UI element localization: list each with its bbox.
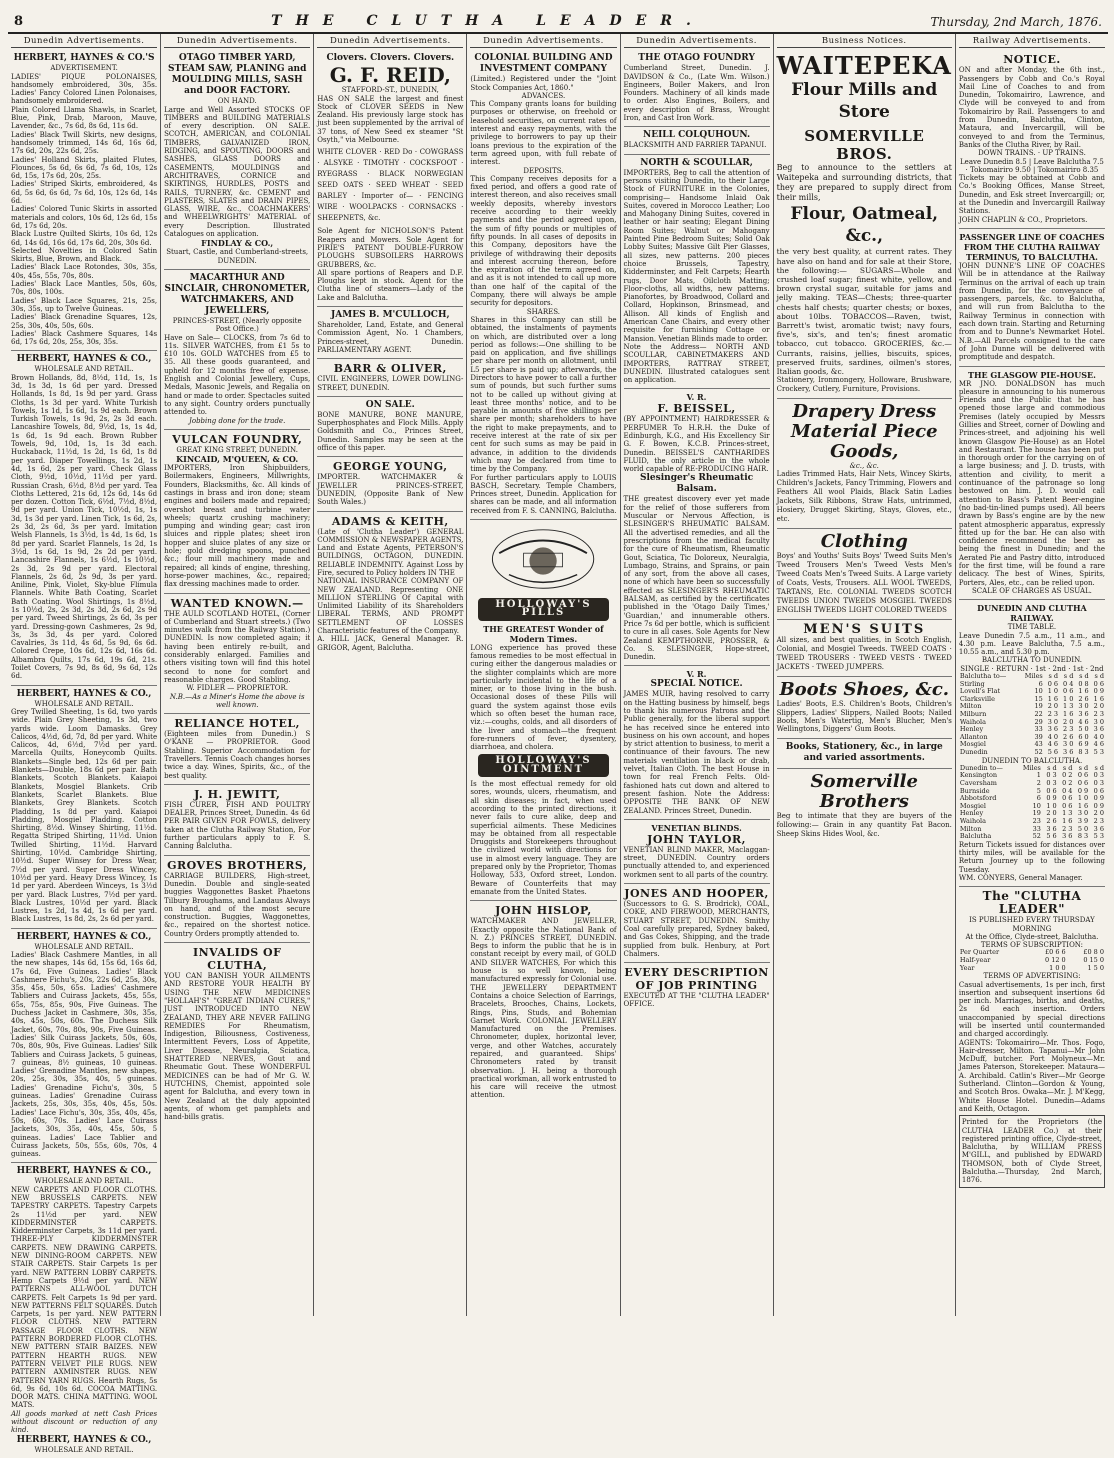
advert-passenger-coaches: PASSENGER LINE OF COACHES FROM THE CLUTHA RAILWAY TERMINUS, TO BALCLUTHA. JOHN DUNNE'S LINE OF COACHES Will be in attendance at the Railway Terminus on the arrival of each up train from Dunedin, for the conveyance of passengers, parcels, &c. to Balclutha, and will run from Balclutha to the Railway Terminus in connection with each down train. Starting and Returning from and to Dunne's Newmarket Hotel. N.B.—All Parcels consigned to the care of John Dunne will be delivered with promptitude and despatch.: [959, 229, 1105, 367]
table-cell: 4 6: [1047, 740, 1059, 749]
table-cell: 3 9: [1077, 816, 1089, 825]
table-cell: 2 0: [1063, 717, 1074, 726]
holloways-ointment-banner: HOLLOWAY'S OINTMENT: [478, 754, 608, 777]
table-cell: 2 3: [1093, 709, 1105, 718]
advert-books-stationery: Books, Stationery, &c., in large and varied assortments.: [777, 739, 952, 769]
table-cell: Year: [959, 963, 975, 972]
table-cell: Abbotsford: [959, 794, 997, 803]
table-cell: Balclutha to—: [959, 672, 1007, 680]
table-cell: 19: [1032, 809, 1041, 818]
table-cell: 0 6: [1062, 794, 1073, 803]
table-cell: 2 0: [1047, 702, 1059, 711]
table-cell: s d: [1094, 672, 1105, 680]
table-cell: 5: [1036, 786, 1041, 795]
advert-herbert-haynes-3: HERBERT, HAYNES & CO., WHOLESALE AND RETAIL. Grey Twilled Sheeting, 1s 6d, two yards wide. Plain Grey Sheeting, 1s 3d, two yards wide. Loom Damasks. Grey Calicos, 4½d, 6d, 7d, 8d per yard. White Calicos, 4d, 6½d, 7½d per yard. Marcella Quilts, Honeycomb Quilts. Blankets—Single bed, 12s 6d per pair. Blankets—Double, 18s 6d per pair. Bath Blankets, Scotch Blankets. Kaiapoi Blankets, Mosgiel Blankets. Crib Blankets, Scarlet Blankets. Blue Blankets, Grey Blankets. Scotch Pladding, 1s 8d per yard. Kaiapoi Pladding, Mosgiel Pladding. Cotton Shirting, 8½d. Winsey Shirting, 11½d. Regatta Striped Shirting, 11½d. Union Twilled Shirting, 11½d. Harvard Shirting, 10½d. Cambridge Shirting, 10½d. Super Winsey for Dress Wear, 7½d per yard. Super Dress Wincey, 10½d per yard. Heavy Dress Wincey, 1s 1d per yard. Aberdeen Winceys, 1s 3½d per yard. Black Lustres, 7½d per yard. Black Lustres, 10½d per yard. Black Lustres, 1s 2d, 1s 4d, 1s 6d per yard. Black Lustres, 1s 8d, 2s, 2s 6d per yard.: [11, 686, 157, 929]
table-cell: 0 3: [1046, 779, 1057, 788]
table-cell: 0 8: [1078, 679, 1089, 688]
table-cell: 19: [1034, 702, 1043, 711]
column-1: [8, 34, 161, 1454]
table-cell: Per Quarter: [959, 948, 1000, 957]
holloway-emblem-illustration: [470, 525, 616, 595]
table-cell: 22: [1034, 709, 1043, 718]
table-cell: 2 3: [1062, 824, 1073, 833]
table-cell: 3 6: [1047, 725, 1059, 734]
table-cell: 1 6: [1063, 709, 1074, 718]
advert-drapery: Drapery Dress Material Piece Goods, &c., &c. Ladies Trimmed Hats, Hair Nets, Wincey Skirts, Children's Jackets, Fancy Trimming, Flowers and Feathers All wool Plaids, Black Satin Ladies Jackets, Silk Ribbons, Straw Hats, untrimmed, Hosiery, Drugget Skirting, Stays, Gloves, etc., etc.: [777, 399, 952, 529]
advert-bone-manure: ON SALE. BONE MANURE, BONE MANURE, Superphosphates and Flock Mills. Apply Goldsmith and Co., Princes Street, Dunedin. Samples may be seen at the office of this paper.: [317, 397, 463, 457]
table-cell: 0 6: [1062, 801, 1073, 810]
table-cell: s d: [1094, 763, 1105, 772]
table-cell: s d: [1047, 763, 1057, 772]
table-cell: 3 6: [1093, 725, 1105, 734]
table-cell: 3 6: [1078, 709, 1089, 718]
advert-jones-hooper: JONES AND HOOPER, (Successors to G. S. Brodrick), COAL, COKE, AND FIREWOOD, MERCHANTS, STUART STREET, DUNEDIN. Smithy Coal carefully prepared, Sydney baked, and Gas Cokes, Shipping, and the trade supplied from bulk. Henbury, at Port Chalmers.: [624, 884, 770, 963]
table-cell: 8 3: [1078, 747, 1089, 756]
table-cell: 0 4: [1063, 679, 1074, 688]
table-cell: 0 15 0: [1083, 956, 1105, 965]
table-cell: 1 0: [1047, 687, 1059, 696]
table-cell: 1 5 0: [1087, 963, 1105, 972]
table-cell: Henley: [959, 725, 984, 734]
table-cell: Kensington: [959, 771, 998, 780]
table-cell: 0 9: [1046, 794, 1057, 803]
table-cell: 0 6: [1063, 687, 1074, 696]
table-cell: 3 0: [1077, 809, 1089, 818]
advert-clothing: Clothing Boys' and Youths' Suits Boys' Tweed Suits Men's Tweed Trousers Men's Tweed Vests Men's Tweed Coats Men's Tweed Suits. A Large variety of Coats, Vests, Trousers. ALL WOOL TWEEDS, TARTANS, Etc. COLONIAL TWEEDS SCOTCH TWEEDS UNION TWEEDS MOSGIEL TWEEDS ENGLISH TWEEDS LIGHT COLORED TWEEDS: [777, 529, 952, 620]
table-cell: 4 0: [1047, 732, 1059, 741]
advert-boots-shoes: Boots Shoes, &c. Ladies' Boots, E.S. Children's Boots, Children's Slippers, Ladies' Slippers, Nailed Boots; Nailed Boots, Men's Watertig, Men's Blucher, Men's Wellingtons, Diggers' Gum Boots.: [777, 677, 952, 738]
advert-mens-suits: MEN'S SUITS All sizes, and best qualities, in Scotch English, Colonial, and Mosgiel Tweeds. TWEED COATS · TWEED TROUSERS · TWEED VESTS · TWEED JACKETS · TWEED JUMPERS.: [777, 620, 952, 677]
table-cell: 29: [1034, 717, 1043, 726]
advert-f-beissel: V. R. F. BEISSEL, (BY APPOINTMENT) HAIRDRESSER & PERFUMER To H.R.H. the Duke of Edinburgh, K.G., and His Excellency Sir G. F. Bowen, K.C.B. Princes-street, Dunedin. BEISSEL'S CANTHARIDES FLUID, the only article in the whole world capable of RE-PRODUCING HAIR. Slesinger's Rheumatic Balsam. THE greatest discovery ever yet made for the relief of those sufferers from Muscular or Nervous Affection, is SLESINGER'S RHEUMATIC BALSAM. All the advertised remedies, and all the prescriptions from the medical faculty for the cure of Rheumatism, Rheumatic Gout, Sciatica, Tic Doloreux, Neuralgia, Lumbago, Strains, and Sprains, or pain of any sort, from the above all cases, none of which have been so successfully effected as SLESINGER'S RHEUMATIC BALSAM, as certified by the certificates published in the 'Otago Daily Times,' 'Guardian,' and innumerable others. Price 7s 6d per bottle, which is sufficient to cure in all cases. Sole Agents for New Zealand KEMPTHORNE, PROSSER, & Co. S. SLESINGER, Hope-street, Dunedin.: [624, 389, 770, 666]
table-cell: 0 2: [1062, 779, 1073, 788]
fares-table-balclutha-dunedin: [959, 673, 1105, 757]
table-cell: 5 0: [1078, 725, 1089, 734]
table-cell: s d: [1048, 672, 1059, 680]
printers-imprint: Printed for the Proprietors (the CLUTHA LEADER Co.) at their registered printing office, Clyde-street, Balclutha, by WILLIAM PRESS M'GILL, and published by EDWARD THOMSON, both of Clyde Street, Balclutha.—Thursday, 2nd March, 1876.: [959, 1115, 1105, 1187]
table-cell: Miles: [1022, 763, 1041, 772]
column-header: Dunedin Advertisements.: [317, 34, 463, 48]
page-number: 8: [14, 14, 24, 29]
table-cell: Milton: [959, 824, 982, 833]
table-cell: Milburn: [959, 709, 987, 718]
table-cell: 0 2: [1062, 771, 1073, 780]
advert-otago-foundry: THE OTAGO FOUNDRY Cumberland Street, Dunedin. J. DAVIDSON & Co., (Late Wm. Wilson.) Engineers, Boiler Makers, and Iron Founders. Machinery of all kinds made to order. Also Engines, Boilers, and every description of Brass, Wrought Iron, and Cast Iron Work.: [624, 50, 770, 127]
table-cell: 10: [1032, 801, 1041, 810]
table-cell: Lovell's Flat: [959, 687, 1001, 696]
table-cell: 5 0: [1077, 824, 1089, 833]
table-cell: 1 6: [1077, 801, 1089, 810]
table-cell: 1 0: [1077, 794, 1089, 803]
column-header: Dunedin Advertisements.: [164, 34, 310, 48]
advert-herbert-haynes-2: HERBERT, HAYNES & CO., WHOLESALE AND RETAIL. Brown Hollands, 8d, 8½d, 11d, 1s, 1s 3d, 1s 3d, 1s 6d per yard. Dressed Hollands, 1s 8d, 1s 9d per yard. Grass Cloths, 1s 3d per yard. White Turkish Towels, 1s 1d, 1s 6d, 1s 9d each. Brown Turkish Towels, 1s 9d, 2s, 2s 3d each. Lancashire Towels, 8d, 9½d, 1s, 1s 4d, 1s 6d, 1s 9d each. Brown Rubber Towels, 9d, 10d, 1s, 1s 3d each. Huckaback, 11½d, 1s 2d, 1s 6d, 1s 8d per yard. Diaper Towellings, 1s 2d, 1s 4d, 1s 6d, 2s per yard. Check Glass Cloth, 9½d, 10½d, 11½d per yard. Russian Crash, 6½d, 8½d per yard. Tea Cloths Lettered, 21s 6d, 12s 6d, 14s 6d per dozen. Cotton Tick, 6½d, 7½d, 8½d, 9d per yard. Union Tick, 10½d, 1s, 1s 3d, 1s 3d per yard. Linen Tick, 1s 6d, 2s, 2s 3d, 2s 6d, 3s per yard. Imitation Welsh Flannels, 1s 3½d, 1s 4d, 1s 6d, 1s 8d per yard. Scarlet Flannels, 1s 2d, 1s 3½d, 1s 6d, 1s 9d, 2s 2d per yard. Lancashire Flannels, 1s 6½d, 1s 10½d, 2s 3d, 2s 9d per yard. Electoral Flannels, 2s 6d, 2s 9d, 3s per yard. Aniline, Pink, Violet, Sky-blue Flimula Flannels. White Bath Coating, Scarlet Bath Coating. Wool Shirtings, 1s 8½d, 1s 10½d, 2s, 2s 3d, 2s 3d, 2s 6d, 2s 9d per yard. Tweed Shirtings, 2s 6d, 3s per yard. Dressing-gown Cashmeres, 2s 9d, 3s, 3s 3d, 4s per yard. Colored Cavalries, 3s 11d, 4s 6d, 5s 9d, 6s 6d. Colored Crepe, 10s 6d, 12s 6d, 16s 6d. Albambra Quilts, 17s 6d, 19s 6d, 21s. Toilet Covers, 7s 9d, 8s 6d, 9s 6d, 12s 6d.: [11, 351, 157, 685]
table-cell: 2 0: [1093, 702, 1105, 711]
table-cell: 4 6: [1078, 717, 1089, 726]
table-cell: 5 3: [1093, 747, 1105, 756]
table-cell: 39: [1034, 732, 1043, 741]
table-cell: 52: [1032, 832, 1041, 841]
table-cell: 15: [1034, 694, 1043, 703]
advert-g-f-reid: Clovers. Clovers. Clovers. G. F. REID, STAFFORD-ST., DUNEDIN, HAS ON SALE the largest and finest Stock of CLOVER SEEDS in New Zealand. His previously large stock has just been supplemented by the arrival of 37 tons, of New Seed ex steamer "St Osyth," via Melbourne. WHITE CLOVER · RED Do · COWGRASS · ALSYKE · TIMOTHY · COCKSFOOT · RYEGRASS · BLACK NORWEGIAN SEED OATS · SEED WHEAT · SEED BARLEY · Importer of— · FENCING WIRE · WOOLPACKS · CORNSACKS · SHEEPNETS, &c. Sole Agent for NICHOLSON'S Patent Reapers and Mowers. Sole Agent for PIRIE'S PATENT DOUBLE-FURROW PLOUGHS SUBSOILERS HARROWS GRUBBERS, &c. All spare portions of Reapers and D.F. Ploughs kept in stock. Agent for the Clutha line of steamers—Lady of the Lake and Balclutha.: [317, 50, 463, 307]
column-header: Dunedin Advertisements.: [624, 34, 770, 48]
advert-vulcan-foundry: VULCAN FOUNDRY, GREAT KING STREET, DUNEDIN. KINCAID, M'QUEEN, & CO. IMPORTERS, Iron Shipbuilders, Boilermakers, Engineers, Millwrights, Founders, Blacksmiths, &c. All kinds of castings in brass and iron done; steam engines and boilers made and repaired; overshot breast and turbine water wheels; quartz crushing machinery; pumping and winding gear; cast iron sluices and ripple plates; sheet iron hopper and sluice plates of any size or hole; gold dredging spoons, punched &c.; flour mill machinery made and repaired; all kinds of engine, threshing, horse-power machines, &c., repaired; flax dressing machines made to order.: [164, 430, 310, 594]
table-cell: Mosgiel: [959, 801, 986, 810]
table-cell: Allanton: [959, 732, 988, 741]
table-cell: £0 8 0: [1083, 948, 1105, 957]
fares-table-dunedin-balclutha: [959, 765, 1105, 841]
table-cell: 0 6: [1077, 771, 1089, 780]
newspaper-page: [8, 6, 1108, 1454]
table-cell: Stirling: [959, 679, 985, 688]
table-cell: 0 3: [1046, 771, 1057, 780]
table-cell: 6: [1036, 794, 1041, 803]
advert-reliance-hotel: RELIANCE HOTEL, (Eighteen miles from Dunedin.) S O'KANE — PROPRIETOR. Good Stabling. Superior Accommodation for Travellers. Tennis Coach changes horses twice a day. Wines, Spirits, &c., of the best quality.: [164, 714, 310, 785]
table-cell: 3 6: [1063, 747, 1074, 756]
table-cell: 1 6: [1078, 687, 1089, 696]
table-cell: 1 6: [1047, 694, 1059, 703]
table-cell: Dunedin to—: [959, 763, 1003, 772]
table-cell: s d: [1063, 672, 1074, 680]
advert-neill-colquhoun: NEILL COLQUHOUN. BLACKSMITH AND FARRIER TAPANUI.: [624, 127, 770, 154]
advert-herbert-haynes-1: HERBERT, HAYNES & CO.'S ADVERTISEMENT. LADIES' PIQUE POLONAISES, handsomely embroidered, 30s, 35s. Ladies' Fancy Colored Linen Polonaises, handsomely embroidered. Plain Colored Llama Shawls, in Scarlet, Blue, Pink, Drab, Maroon, Mauve, Lavender, &c., 7s 6d, 8s 6d, 11s 6d. Ladies' Black Twill Skirts, new designs, handsomely trimmed, 14s 6d, 16s 6d, 17s 6d, 20s, 22s 6d, 25s. Ladies' Holland Skirts, plaited Flutes, Flounces, 5s 6d, 6s 6d, 7s 6d, 10s, 12s 6d, 15s, 17s 6d, 20s, 25s. Ladies' Striped Skirts, embroidered, 4s 6d, 5s 6d, 6s 6d, 7s 6d, 10s, 12s 6d, 14s 6d. Ladies' Colored Tunic Skirts in assorted materials and colors, 10s 6d, 12s 6d, 15s 6d, 17s 6d, 20s. Black Lustre Quilted Skirts, 10s 6d, 12s 6d, 14s 6d, 16s 6d, 17s 6d, 20s, 30s 6d. Selected Novelties in Colored Satin Skirts, Blue, Brown, and Black. Ladies' Black Lace Rotondes, 30s, 35s, 40s, 45s, 55s, 70s, 80s. Ladies' Black Lace Mantles, 50s, 60s, 70s, 80s, 100s. Ladies' Black Lace Squares, 21s, 25s, 30s, 35s, up to Twelve Guineas. Ladies' Black Grenadine Squares, 12s, 25s, 30s, 40s, 50s, 60s. Ladies' Black Cashmere Squares, 14s 6d, 17s 6d, 20s, 25s, 30s, 35s.: [11, 50, 157, 351]
table-cell: 0 6: [1046, 786, 1057, 795]
advert-barr-oliver: BARR & OLIVER, CIVIL ENGINEERS, LOWER DOWLING-STREET, DUNEDIN.: [317, 359, 463, 397]
table-cell: 1 6: [1062, 816, 1073, 825]
table-cell: 1 3: [1063, 702, 1074, 711]
advert-herbert-haynes-5: HERBERT, HAYNES & CO., WHOLESALE AND RETAIL. NEW CARPETS AND FLOOR CLOTHS. NEW BRUSSELS CARPETS. NEW TAPESTRY CARPETS. Tapestry Carpets 2s 11½d per yard. NEW KIDDERMINSTER CARPETS. Kidderminster Carpets, 3s 11d per yard. THREE-PLY KIDDERMINSTER CARPETS. NEW DRAWING CARPETS. NEW DINING-ROOM CARPETS. NEW STAIR CARPETS. Stair Carpets 1s per yard. NEW PATTERN LOBBY CARPETS. Hemp Carpets 9½d per yard. NEW PATTERNS ALL-WOOL DUTCH CARPETS. Felt Carpets 1s 9d per yard. NEW PATTERNS FELT SQUARES. Dutch Carpets, 1s per yard. NEW PATTERN FLOOR CLOTHS. NEW PATTERN PASSAGE FLOOR CLOTHS. NEW PATTERN BORDERED FLOOR CLOTHS. NEW PATTERN STAIR BAIZES. NEW PATTERN HEARTH RUGS. NEW PATTERN VELVET PILE RUGS. NEW PATTERN AXMINSTER RUGS. NEW PATTERN YARN RUGS. Hearth Rugs, 5s 6d, 9s 6d, 10s 6d. COCOA MATTING. DOOR MATS. CHINA MATTING. WOOL MATS. All goods marked at nett Cash Prices without discount or reduction of any kind. HERBERT, HAYNES & CO., WHOLESALE AND RETAIL.: [11, 1166, 158, 1454]
column-2: [161, 34, 314, 1316]
table-cell: s d: [1062, 763, 1073, 772]
table-cell: 0 6: [1093, 679, 1105, 688]
table-cell: 2 6: [1078, 694, 1089, 703]
table-cell: Burnside: [959, 786, 990, 795]
table-cell: 2 6: [1046, 816, 1057, 825]
advert-macarthur-sinclair: MACARTHUR AND SINCLAIR, CHRONOMETER, WATCHMAKERS, AND JEWELLERS, PRINCES-STREET, (Nearly opposite Post Office.) Have on Sale— CLOCKS, from 7s 6d to 11s. SILVER WATCHES, from £1 5s to £10 10s. GOLD WATCHES from £5 to 35. All these goods guaranteed, and upheld for 12 months free of expense. English and Colonial Jewellery, Cups, Medals, Masonic Jewels, and Regalia on hand or made to order. Spectacles suited to any sight. Country orders punctually attended to. Jobbing done for the trade.: [164, 270, 310, 430]
table-cell: 0 9: [1093, 687, 1105, 696]
table-cell: 33: [1034, 725, 1043, 734]
advert-holloways-pills: HOLLOWAY'S PILLS THE GREATEST Wonder of Modern Times. LONG experience has proved these famous remedies to be most effectual in curing either the dangerous maladies or the slighter complaints which are more particularly incidental to the life of a miner, or to those living in the bush. Occasional doses of these Pills will guard the system against those evils which so often beset the human race, viz.:—coughs, colds, and all disorders of the liver and stomach—the frequent fore-runners of fever, dysentery, diarrhoea, and cholera. HOLLOWAY'S OINTMENT Is the most effectual remedy for old sores, wounds, ulcers, rheumatism, and all skin diseases; in fact, when used according to the printed directions, it never fails to cure alike, deep and superficial ailments. These Medicines may be obtained from all respectable Druggists and Storekeepers throughout the civilized world with directions for use in almost every language. They are prepared only by the Proprietor, Thomas Holloway, 533, Oxford street, London. Beware of Counterfeits that may emanate from the United States.: [470, 520, 616, 901]
column-4: [467, 34, 620, 1316]
column-header: Railway Advertisements.: [959, 34, 1105, 48]
table-cell: 0 3: [1093, 771, 1105, 780]
advert-colonial-building-company: COLONIAL BUILDING AND INVESTMENT COMPANY (Limited.) Registered under the "Joint Stock Companies Act, 1860." ADVANCES. This Company grants loans for building purposes or otherwise, on freehold or leasehold securities, on current rates of interest and easy repayments, with the privilege to borrowers to pay up their loans previous to the expiration of the term agreed upon, with full rebate of interest. DEPOSITS. This Company receives deposits for a fixed period, and offers a good rate of interest thereon, and also receives small weekly deposits, whereby investors receive according to their weekly payments and the period agreed upon, the sum of fifty pounds or multiples of fifty pounds. In all cases of deposits in this Company, depositors have the privilege of withdrawing their deposits and interest accruing thereon, before the expiration of the term agreed on, and as it is not intended to call up more than one half of the capital of the Company, there will always be ample security for depositors. SHARES. Shares in this Company can still be obtained, the instalments of payments on which, are distributed over a long period as follows:—One shilling to be paid on application, and five shillings per share per month on allotment, until L5 per share is paid up; afterwards, the Directors to have power to call a further sum of pounds, but such further sums not to be called up without giving at least three months' notice, and to be payable in amounts of five shillings per share per month; shareholders to have the right to make prepayments, and to receive interest at the rate of six per cent for such sums as may be paid in advance, in addition to the dividends which may be declared from time to time by the Company. For further particulars apply to LOUIS BASCH, Secretary. Temple Chambers, Princes street, Dunedin. Application for shares can be made, and all information received from F. S. CANNING, Balclutha.: [470, 50, 616, 520]
table-cell: 0 9: [1077, 786, 1089, 795]
advert-auld-scotland-hotel: WANTED KNOWN.— THE AULD SCOTLAND HOTEL, (Corner of Cumberland and Stuart streets.) (Two minutes walk from the Railway Station.) DUNEDIN. Is now completed again; it having been entirely re-built, and considerably enlarged. Families and others visiting town will find this hotel second to none for comfort and reasonable charges. Good Stabling. W. FIDLER — PROPRIETOR. N.B.—As a Miner's Home the above is well known.: [164, 594, 310, 715]
table-cell: 1 0: [1063, 694, 1074, 703]
table-cell: 3 6: [1093, 824, 1105, 833]
table-cell: s d: [1079, 672, 1089, 680]
advert-george-young: GEORGE YOUNG, IMPORTER. WATCHMAKER & JEWELLER PRINCES-STREET, DUNEDIN, (Opposite Bank of New South Wales.): [317, 457, 463, 511]
advert-jewitt-fish-curer: J. H. JEWITT, FISH CURER, FISH AND POULTRY DEALER, Princes Street, Dunedin. 4s 6d PER PAIR GIVEN FOR FOWLS, delivery taken at the Clutha Railway Station, For further particulars apply to F. S. Canning Balclutha.: [164, 785, 310, 856]
table-cell: 5 3: [1093, 832, 1105, 841]
fare-row: [959, 749, 1105, 757]
table-cell: 6 9: [1078, 740, 1089, 749]
column-header: Business Notices.: [777, 34, 952, 48]
table-cell: £0 6 6: [1045, 948, 1066, 957]
fare-row: [959, 833, 1105, 841]
table-cell: 2 0: [1046, 809, 1057, 818]
table-cell: 1 3: [1062, 809, 1073, 818]
advert-railway-notice: NOTICE. ON and after Monday, the 6th inst., Passengers by Cobb and Co.'s Royal Mail Line of Coaches to and from Dunedin, Tokomairiro, Lawrence, and Clyde will be conveyed to and from Tokomairiro by Rail. Passengers to and from Dunedin, Balclutha, Clinton, Mataura, and Invercargill, will be conveyed to and from the Terminus, Banks of the Clutha River, by Rail. DOWN TRAINS. · UP TRAINS. Leave Dunedin 8.5 | Leave Balclutha 7.5 · Tokomairiro 9.50 | Tokomairiro 8.35 Tickets may be obtained at Cobb and Co.'s Booking Offices, Manse Street, Dunedin, and Esk street Invercargill; or, at the Dunedin and Invercargill Railway Stations. JOHN CHAPLIN & CO., Proprietors.: [959, 50, 1105, 229]
table-cell: Miles: [1024, 672, 1043, 680]
column-7: [956, 34, 1108, 1316]
column-3: [314, 34, 467, 1316]
table-cell: 0 6: [1047, 679, 1059, 688]
table-cell: 5 6: [1047, 747, 1059, 756]
table-cell: 6 0: [1078, 732, 1089, 741]
subscription-rates-table: [959, 949, 1105, 972]
masthead: [8, 6, 1108, 34]
table-cell: 0 9: [1093, 794, 1105, 803]
advert-otago-timber-yard: OTAGO TIMBER YARD, STEAM SAW, PLANING and MOULDING MILLS, SASH and DOOR FACTORY. ON HAND. Large and Well Assorted STOCKS OF TIMBERS and BUILDING MATERIALS of every description. ON SALE. SCOTCH, AMERICAN, and COLONIAL TIMBERS, GALVANIZED IRON, RIDGING, and SPOUTING, DOORS and SASHES, GLASS DOORS and CASEMENTS, MOULDINGS and ARCHITRAVES, CORNICE and SKIRTINGS, HURDLES, POSTS and RAILS, TURNERY, &c. CEMENT and PLASTERS, SLATES and DRAIN PIPES, GLASS, WIRE, &c., COACHMAKERS' and WHEELWRIGHTS' MATERIAL of every Description. Illustrated Catalogues on application. FINDLAY & CO., Stuart, Castle, and Cumberland-streets, DUNEDIN.: [164, 50, 310, 270]
advert-north-scoullar: NORTH & SCOULLAR, IMPORTERS, Beg to call the attention of persons visiting Dunedin, to their Large Stock of FURNITURE in the Colonies, comprising— Handsome Inlaid Oak Suites, covered in Morocco Leather; Loo and Mahogany Dining Suites, covered in leather or hair seating; Elegant Dining Room Suites; Walnut or Mahogany Painted Pine Bedroom Suites; Solid Oak Lobby Suites; Massive Gilt Pier Glasses, all sizes, new patterns. 200 pieces choice Brussels, Tapestry, Kidderminster, and Felt Carpets; Hearth rugs, Door Mats, Oilcloth Matting; Floor-cloths, all widths, new patterns. Pianofortes, by Broadwood, Collard and Collard, Hopkinson, Brinsmead, and Allison. All kinds of English and American Cane Chairs, and every other requisite for furnishing Cottage or Mansion. Venetian Blinds made to order. Note the Address— NORTH AND SCOULLAR, CABINETMAKERS AND IMPORTERS, RATTRAY STREET, DUNEDIN. Illustrated catalogues sent on application.: [624, 155, 770, 390]
table-cell: Waihola: [959, 717, 987, 726]
table-cell: 2 6: [1063, 732, 1074, 741]
advert-invalids-of-clutha: INVALIDS OF CLUTHA, YOU CAN BANISH YOUR AILMENTS AND RESTORE YOUR HEALTH BY USING THE NEW MEDICINES "HOLLAH'S" "GREAT INDIAN CURES," JUST INTRODUCED INTO NEW ZEALAND, THEY ARE NEVER FAILING REMEDIES For Rheumatism, Indigestion, Biliousness, Costiveness, Intermittent Fevers, Loss of Appetite, Liver Disease, Neuralgia, Sciatica, SHATTERED NERVES, Gout and Rheumatic Gout. These WONDERFUL MEDICINES can be had of Mr G. W. HUTCHINS, Chemist, appointed sole agent for Balclutha, and every town in New Zealand at the duly appointed agents, of whom get pamphlets and hand-bills gratis.: [164, 946, 311, 1122]
advert-somerville-brothers: Somerville Brothers Beg to intimate that they are buyers of the following:— Grain in any quantity Fat Bacon. Sheep Skins Hides Wool, &c.: [776, 770, 952, 838]
advert-glasgow-pie-house: THE GLASGOW PIE-HOUSE. MR JNO. DONALDSON has much pleasure in announcing to his numerous Friends and the Public that he has opened those large and commodious Premises (lately occupied by Messrs Gillies and Street, corner of Dowling and Princes-street, and adjoining his well known Glasgow Pie-House) as an Hotel and Restaurant. The house has been put in thorough order for the carrying on of a large business; and J. D. trusts, with attention and civility, to merit a continuance of the patronage so long bestowed on him. J. D. would call attention to Bass's Patent Beer-engine (no bad-tin-lined pumps used). All beers drawn by Bass's engine are by the new patent atmospheric apparatus, expressly fitted up for the bar. He can also with confidence recommend the beer as being the finest in Dunedin; and the Aerated Pie and Pastry ditto, introduced for the first time, will be found a rare delicacy. The best of Wines, Spirits, Porters, Ales, etc., can be relied upon. SCALE OF CHARGES AS USUAL.: [959, 367, 1105, 601]
table-cell: Waihola: [959, 816, 987, 825]
table-cell: Balclutha: [959, 832, 992, 841]
table-cell: Clarksville: [959, 694, 995, 703]
table-cell: Caversham: [959, 779, 997, 788]
advert-clutha-leader-terms: The "CLUTHA LEADER" IS PUBLISHED EVERY THURSDAY MORNING At the Office, Clyde-street, Balclutha. TERMS OF SUBSCRIPTION: Per Quarter £0 6 6 £0 8 0 Half-year 0 12 0 0 15 0 Year 1 0 0 1 5 0 TERMS OF ADVERTISING: Casual advertisements, 1s per inch, first insertion and subsequent insertions 6d per inch. Marriages, births, and deaths, 2s 6d each insertion. Orders unaccompanied by special directions will be inserted until countermanded and charged accordingly. AGENTS: Tokomairiro—Mr. Thos. Fogo, Hair-dresser, Milton. Tapanui—Mr John McDuff, butcher. Port Molyneux—Mr. James Paterson, Storekeeper. Mataura—A. Archibald. Catlin's River—Mr George Sutherland. Clinton—Gordon & Young, and Scotch Bros. Owaka—Mr. J. M'Kegg, White House Hotel. Dunedin—Adams and Keith, Octagon. Printed for the Proprietors (the CLUTHA LEADER Co.) at their registered printing office, Clyde-street, Balclutha, by WILLIAM PRESS M'GILL, and published by EDWARD THOMSON, both of Clyde Street, Balclutha.—Thursday, 2nd March, 1876.: [959, 887, 1105, 1193]
table-cell: 43: [1034, 740, 1043, 749]
table-cell: 3 0: [1078, 702, 1089, 711]
issue-date: Thursday, 2nd March, 1876.: [930, 15, 1102, 29]
table-cell: 0 6: [1093, 786, 1105, 795]
advert-herbert-haynes-4: HERBERT, HAYNES & CO., WHOLESALE AND RETAIL. Ladies' Black Cashmere Mantles, in all the new shapes, 14s 6d, 15s 6d, 16s 6d, 17s 6d, Five Guineas. Ladies' Black Cashmere Fichu's, 20s, 22s 6d, 25s, 30s, 35s, 45s, 50s, 65s. Ladies' Cashmere Tabliers and Cuirass Jackets, 45s, 55s, 65s, 75s, 85s, 90s, Five Guineas. The Duchess Jacket in Cashmere, 30s, 35s, 40s, 45s, 50s, 60s. The Duchess Silk Jacket, 60s, 70s, 80s, 90s, Five Guineas. Ladies' Silk Cuirass Jackets, 50s, 60s, 70s, 80s, 90s, Five Guineas. Ladies' Silk Tabliers and Cuirass Jackets, 5 guineas, 7 guineas, 8½ guineas, 10 guineas. Ladies' Grenadine Mantles, new shapes, 20s, 25s, 30s, 35s, 40s, 5 guineas. Ladies' Grenadine Fichu's, 30s, 5 guineas. Ladies' Grenadine Cuirass Jackets, 25s, 30s, 35s, 40s, 45s, 50s. Ladies' Lace Fichu's, 30s, 35s, 40s, 45s, 50s, 60s, 70s. Ladies' Lace Cuirass Jackets, 30s, 35s, 40s, 45s, 50s, 5 guineas. Ladies' Lace Tablier and Cuirass Jackets, 50s, 55s, 60s, 70s, 4 guineas.: [11, 929, 157, 1164]
table-cell: Half-year: [959, 956, 991, 965]
table-cell: 1: [1036, 771, 1041, 780]
advert-railway-time-table: DUNEDIN AND CLUTHA RAILWAY. TIME TABLE. Leave Dunedin 7.5 a.m., 11 a.m., and 4.30 p.m. Leave Balclutha, 7.5 a.m., 10.55 a.m., and 5.30 p.m. BALCLUTHA TO DUNEDIN. SINGLE · RETURN · 1st · 2nd · 1st · 2nd Balclutha to— Miles s d s d s d s d Stirling 6 0 6 0 4 0 8 0 6 Lovell's Flat 10 1 0 0 6 1 6 0 9 Clarksville 15 1 6 1 0 2 6 1 6 Milton 19 2 0 1 3 3 0 2 0 Milburn 22 2 3 1 6 3 6 2 3 Waihola 29 3 0 2 0 4 6 3 0 Henley 33 3 6 2 3 5 0 3 6 Allanton 39 4 0 2 6 6 0 4 0 Mosgiel 43 4 6 3 0 6 9 4 6 Dunedin 52 5 6 3 6 8 3 5 3 DUNEDIN TO BALCLUTHA. Dunedin to— Miles s d s d s d s d Kensington 1 0 3 0 2 0 6 0 3 Caversham 2 0 3 0 2 0 6 0 3 Burnside 5 0 6 0 4 0 9 0 6 Abbotsford 6 0 9 0 6 1 0 0 9 Mosgiel 10 1 0 0 6 1 6 0 9 Henley 19 2 0 1 3 3 0 2 0 Waihola 23 2 6 1 6 3 9 2 3 Milton 33 3 6 2 3 5 0 3 6 Balclutha 52 5 6 3 6 8 3 5 3 Return Tickets issued for distances over thirty miles, will be available for the Return Journey up to the following Tuesday. WM. CONYERS, General Manager.: [959, 600, 1105, 887]
table-cell: 4 0: [1093, 732, 1105, 741]
table-cell: Henley: [959, 809, 984, 818]
table-cell: 3 6: [1062, 832, 1073, 841]
table-cell: 1 0: [1046, 801, 1057, 810]
column-5: [621, 34, 774, 1316]
column-6: [774, 34, 956, 1316]
table-cell: 2 3: [1047, 709, 1059, 718]
column-header: Dunedin Advertisements.: [470, 34, 616, 48]
table-cell: 2 0: [1093, 809, 1105, 818]
table-cell: Mosgiel: [959, 740, 986, 749]
advert-john-hislop: JOHN HISLOP, WATCHMAKER AND JEWELLER, (Exactly opposite the National Bank of N. Z.) PRINCES STREET, DUNEDIN. Begs to inform the public that he is in constant receipt by every mail, of GOLD AND SILVER WATCHES, For which this house is so well known, being manufactured expressly for Colonial use. THE JEWELLERY DEPARTMENT Contains a choice Selection of Earrings, Bracelets, Brooches, Chains, Lockets, Rings, Pins, Studs, and Bohemian Garnet Work. COLONIAL JEWELLERY Manufactured on the Premises. Chronometer, duplex, horizontal lever, verge, and other Watches, accurately repaired, and guaranteed. Ships' Chronometers rated by transit observation. J. H. being a thorough practical workman, all work entrusted to his care will receive the utmost attention.: [470, 904, 617, 1100]
table-cell: 8 3: [1077, 832, 1089, 841]
table-cell: 6: [1038, 679, 1043, 688]
table-cell: 0 4: [1062, 786, 1073, 795]
table-cell: 10: [1034, 687, 1043, 696]
advert-james-mcculloch: JAMES B. M'CULLOCH, Shareholder, Land, Estate, and General Commission Agent, No. 1 Chambers, Princes-street, Dunedin. PARLIAMENTARY AGENT.: [317, 307, 463, 359]
advert-john-taylor: VENETIAN BLINDS. JOHN TAYLOR, VENETIAN BLIND MAKER, Maclaggan-street, DUNEDIN. Country orders punctually attended to, and experienced workmen sent to all parts of the country.: [624, 820, 770, 884]
advert-waitepeka-mills: WAITEPEKA Flour Mills and Store SOMERVILLE BROS. Beg to announce to the settlers at Waitepeka and surrounding districts, that they are prepared to supply direct from their mills, Flour, Oatmeal, &c., the very best quality, at current rates. They have also on hand and for sale at their Store, the following:— SUGARS—Whole and crushed loaf sugar; finest white, yellow, and brown crystal sugar, suitable for jams and jelly making. TEAS—Chests; three-quarter chests half chests; quarter chests; or boxes, about 10lbs. TOBACCOS—Raven, twist, Barrett's twist, aromatic twist; navy fours, five's, six's, and ten's; finest aromatic tobacco, cut tobacco. GROCERIES, &c.—Currants, raisins, jellies, biscuits, spices, preserved fruits, sardines, oilmen's stores, Italian goods, &c. Stationery, Ironmongery, Holloware, Brushware, Crockery, Cutlery, Furniture, Provisions.: [777, 50, 952, 399]
table-cell: Dunedin: [959, 747, 988, 756]
advert-job-printing: EVERY DESCRIPTION OF JOB PRINTING EXECUTED AT THE "CLUTHA LEADER" OFFICE.: [623, 966, 770, 1009]
table-cell: 2 3: [1093, 816, 1105, 825]
table-cell: s d: [1078, 763, 1089, 772]
table-cell: 3 0: [1093, 717, 1105, 726]
advert-adams-keith: ADAMS & KEITH, (Late of 'Clutha Leader') GENERAL COMMISSION & NEWSPAPER AGENTS, Land and Estate Agents, PETERSON'S BUILDINGS, OCTAGON, DUNEDIN. RELIABLE INDEMNITY. Against Loss by Fire, secured to Policy holders IN THE NATIONAL INSURANCE COMPANY OF NEW ZEALAND. Representing ONE MILLION STERLING Of Capital with Unlimited Liability of its Shareholders LIBERAL TERMS, AND PROMPT SETTLEMENT OF LOSSES Characteristic features of the Company. A. HILL JACK, General Manager. R. GRIGOR, Agent, Balclutha.: [317, 514, 464, 652]
paper-title: THE CLUTHA LEADER.: [271, 13, 705, 29]
rate-row: [959, 965, 1105, 973]
table-cell: 33: [1032, 824, 1041, 833]
table-cell: 3 6: [1046, 824, 1057, 833]
holloways-pills-banner: HOLLOWAY'S PILLS: [478, 598, 608, 621]
table-cell: 52: [1034, 747, 1043, 756]
table-cell: 3 0: [1063, 740, 1074, 749]
table-cell: 3 0: [1047, 717, 1059, 726]
table-cell: 0 6: [1077, 779, 1089, 788]
table-cell: 2: [1036, 779, 1041, 788]
advert-groves-brothers: GROVES BROTHERS, CARRIAGE BUILDERS, High-street, Dunedin. Double and single-seated buggies Waggonettes Basket Phaetons Tilbury Broughams, and Landaus Always on hand, and of the most secure construction. Buggies, Waggonettes, &c., repaired on the shortest notice. Country Orders promptly attended to.: [164, 856, 310, 943]
advert-james-muir: V. R. SPECIAL NOTICE. JAMES MUIR, having resolved to carry on the Hatting business by himself, begs to thank his numerous Patrons and the Public generally, for the liberal support he has received since he entered into business on his own account, and hopes by strict attention to business, to merit a continuance of their favours. The new materials ventilation in black or drab, velvet, Italian Cloth. The best House in town for real French Felts. Old-fashioned hats cut down and altered to present fashion. Note the Address: OPPOSITE THE BANK OF NEW ZEALAND. Princes Street, Dunedin.: [624, 666, 770, 819]
column-header: Dunedin Advertisements.: [11, 34, 157, 48]
table-cell: 0 3: [1093, 779, 1105, 788]
table-cell: 0 9: [1093, 801, 1105, 810]
table-cell: Milton: [959, 702, 982, 711]
table-cell: 5 6: [1046, 832, 1057, 841]
table-cell: 0 12 0: [1045, 956, 1066, 965]
table-cell: 2 3: [1063, 725, 1074, 734]
table-cell: 4 6: [1093, 740, 1105, 749]
table-cell: 1 6: [1093, 694, 1105, 703]
table-cell: 1 0 0: [1049, 963, 1066, 972]
rate-row: [959, 957, 1105, 965]
table-cell: 23: [1032, 816, 1041, 825]
